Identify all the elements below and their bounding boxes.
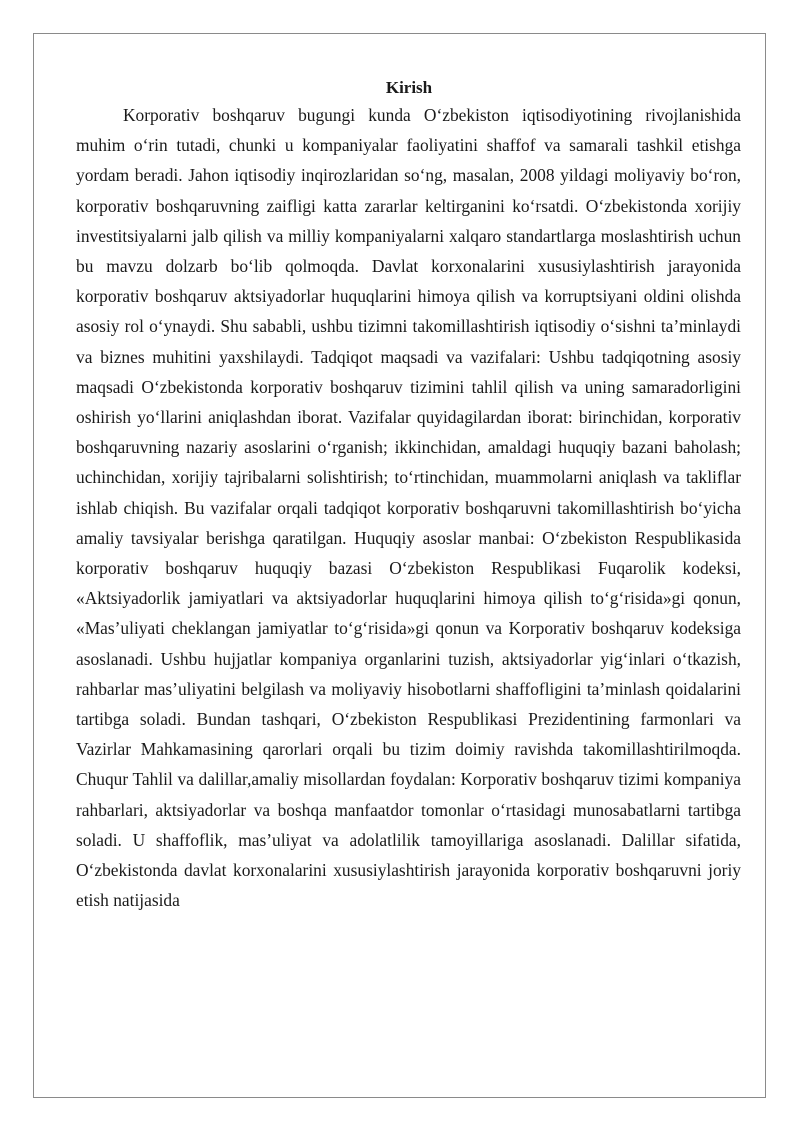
- document-paragraph: Korporativ boshqaruv bugungi kunda O‘zbekiston iqtisodiyotining rivojlanishida muhim o‘rin tutadi, chunki u kompaniyalar faoliyatini shaffof va samarali tashkil etishga yordam beradi. Jahon iqtisodiy inqirozlaridan so‘ng, masalan, 2008 yildagi moliyaviy bo‘ron, korporativ boshqaruvning zaifligi katta zararlar keltirganini ko‘rsatdi. O‘zbekistonda xorijiy investitsiyalarni jalb qilish va milliy kompaniyalarni xalqaro standartlarga moslashtirish uchun bu mavzu dolzarb bo‘lib qolmoqda. Davlat korxonalarini xususiylashtirish jarayonida korporativ boshqaruv aktsiyadorlar huquqlarini himoya qilish va korruptsiyani oldini olishda asosiy rol o‘ynaydi. Shu sababli, ushbu tizimni takomillashtirish iqtisodiy o‘sishni ta’minlaydi va biznes muhitini yaxshilaydi. Tadqiqot maqsadi va vazifalari: Ushbu tadqiqotning asosiy maqsadi O‘zbekistonda korporativ boshqaruv tizimini tahlil qilish va uning samaradorligini oshirish yo‘llarini aniqlashdan iborat. Vazifalar quyidagilardan iborat: birinchidan, korporativ boshqaruvning nazariy asoslarini o‘rganish; ikkinchidan, amaldagi huquqiy bazani baholash; uchinchidan, xorijiy tajribalarni solishtirish; to‘rtinchidan, muammolarni aniqlash va takliflar ishlab chiqish. Bu vazifalar orqali tadqiqot korporativ boshqaruvni takomillashtirish bo‘yicha amaliy tavsiyalar berishga qaratilgan. Huquqiy asoslar manbai: O‘zbekiston Respublikasida korporativ boshqaruv huquqiy bazasi O‘zbekiston Respublikasi Fuqarolik kodeksi, «Aktsiyadorlik jamiyatlari va aktsiyadorlar huquqlarini himoya qilish to‘g‘risida»gi qonun, «Mas’uliyati cheklangan jamiyatlar to‘g‘risida»gi qonun va Korporativ boshqaruv kodeksiga asoslanadi. Ushbu hujjatlar kompaniya organlarini tuzish, aktsiyadorlar yig‘inlari o‘tkazish, rahbarlar mas’uliyatini belgilash va moliyaviy hisobotlarni shaffofligini ta’minlash qoidalarini tartibga soladi. Bundan tashqari, O‘zbekiston Respublikasi Prezidentining farmonlari va Vazirlar Mahkamasining qarorlari orqali bu tizim doimiy ravishda takomillashtirilmoqda. Chuqur Tahlil va dalillar,amaliy misollardan foydalan: Korporativ boshqaruv tizimi kompaniya rahbarlari, aktsiyadorlar va boshqa manfaatdor tomonlar o‘rtasidagi munosabatlarni tartibga soladi. U shaffoflik, mas’uliyat va adolatlilik tamoyillariga asoslanadi. Dalillar sifatida, O‘zbekistonda davlat korxonalarini xususiylashtirish jarayonida korporativ boshqaruvni joriy etish natijasida: [76, 105, 741, 911]
- document-title: Kirish: [385, 78, 433, 97]
- document-content: [76, 76, 741, 915]
